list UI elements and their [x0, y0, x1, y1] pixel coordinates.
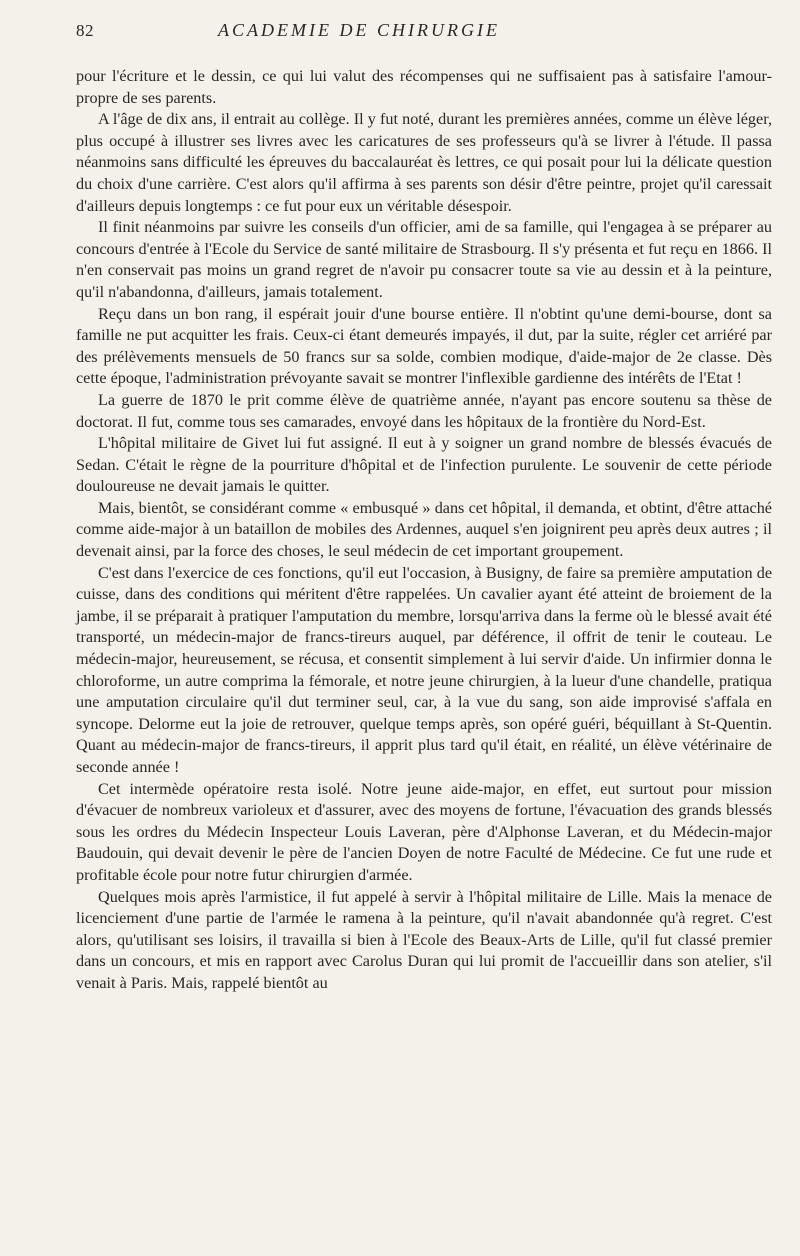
page-header [76, 20, 764, 48]
page-number: 82 [76, 21, 94, 40]
paragraph: Cet intermède opératoire resta isolé. Notre jeune aide-major, en effet, eut surtout pour mission d'évacuer de nombreux varioleux et d'assurer, avec des moyens de fortune, l'évacuation des grands blessés sous les ordres du Médecin Inspecteur Louis Laveran, père d'Alphonse Laveran, et du Médecin-major Baudouin, qui devait devenir le père de l'ancien Doyen de notre Faculté de Médecine. Ce fut une rude et profitable école pour notre futur chirurgien d'armée. [76, 779, 772, 884]
paragraph: Mais, bientôt, se considérant comme « embusqué » dans cet hôpital, il demanda, et obtint, d'être attaché comme aide-major à un bataillon de mobiles des Ardennes, auquel s'en joignirent peu après deux autres ; il devenait ainsi, par la force des choses, le seul médecin de cet important groupement. [76, 498, 772, 561]
paragraph: Il finit néanmoins par suivre les conseils d'un officier, ami de sa famille, qui l'engagea à se préparer au concours d'entrée à l'Ecole du Service de santé militaire de Strasbourg. Il s'y présenta et fut reçu en 1866. Il n'en conservait pas moins un grand regret de n'avoir pu consacrer toute sa vie au dessin et à la peinture, qu'il n'abandonna, d'ailleurs, jamais totalement. [76, 218, 772, 301]
paragraph: La guerre de 1870 le prit comme élève de quatrième année, n'ayant pas encore soutenu sa thèse de doctorat. Il fut, comme tous ses camarades, envoyé dans les hôpitaux de la frontière du Nord-Est. [76, 390, 772, 431]
paragraph: C'est dans l'exercice de ces fonctions, qu'il eut l'occasion, à Busigny, de faire sa première amputation de cuisse, dans des conditions qui méritent d'être rappelées. Un cavalier ayant été atteint de broiement de la jambe, il se préparait à pratiquer l'amputation du membre, lorsqu'arriva dans la ferme où le blessé avait été transporté, un médecin-major de francs-tireurs auquel, par déférence, il offrit de tenir le couteau. Le médecin-major, heureusement, se récusa, et consentit simplement à lui servir d'aide. Un infirmier donna le chloroforme, un autre comprima la fémorale, et notre jeune chirurgien, à la lueur d'une chandelle, pratiqua une amputation circulaire qu'il dut terminer seul, car, à la vue du sang, son aide improvisé s'affala en syncope. Delorme eut la joie de retrouver, quelque temps après, son opéré guéri, béquillant à St-Quentin. Quant au médecin-major de francs-tireurs, il apprit plus tard qu'il était, en réalité, un élève vétérinaire de seconde année ! [76, 563, 772, 776]
body-text [76, 66, 772, 995]
paragraph: Quelques mois après l'armistice, il fut appelé à servir à l'hôpital militaire de Lille. Mais la menace de licenciement d'une partie de l'armée le ramena à la peinture, qu'il n'avait abandonnée qu'à regret. C'est alors, qu'utilisant ses loisirs, il travailla si bien à l'Ecole des Beaux-Arts de Lille, qu'il fut classé premier dans un concours, et mis en rapport avec Carolus Duran qui lui promit de l'accueillir dans son atelier, s'il venait à Paris. Mais, rappelé bientôt au [76, 887, 772, 992]
paragraph: pour l'écriture et le dessin, ce qui lui valut des récompenses qui ne suffisaient pas à satisfaire l'amour-propre de ses parents. [76, 67, 772, 107]
paragraph: A l'âge de dix ans, il entrait au collège. Il y fut noté, durant les premières années, comme un élève léger, plus occupé à illustrer ses livres avec les caricatures de ses professeurs qu'à se livrer à l'étude. Il passa néanmoins sans difficulté les épreuves du baccalauréat ès lettres, ce qui posait pour lui la délicate question du choix d'une carrière. C'est alors qu'il affirma à ses parents son désir d'être peintre, projet qu'il caressait d'ailleurs depuis longtemps : ce fut pour eux un véritable désespoir. [76, 110, 772, 215]
paragraph: L'hôpital militaire de Givet lui fut assigné. Il eut à y soigner un grand nombre de blessés évacués de Sedan. C'était le règne de la pourriture d'hôpital et de l'infection purulente. Le souvenir de cette période douloureuse ne devait jamais le quitter. [76, 434, 772, 496]
paragraph: Reçu dans un bon rang, il espérait jouir d'une bourse entière. Il n'obtint qu'une demi-bourse, dont sa famille ne put acquitter les frais. Ceux-ci étant demeurés impayés, il dut, par la suite, régler cet arriéré par des prélèvements mensuels de 50 francs sur sa solde, combien modique, d'aide-major de 2e classe. Dès cette époque, l'administration prévoyante savait se montrer l'inflexible gardienne des intérêts de l'Etat ! [76, 304, 772, 388]
running-head: ACADEMIE DE CHIRURGIE [218, 20, 500, 40]
